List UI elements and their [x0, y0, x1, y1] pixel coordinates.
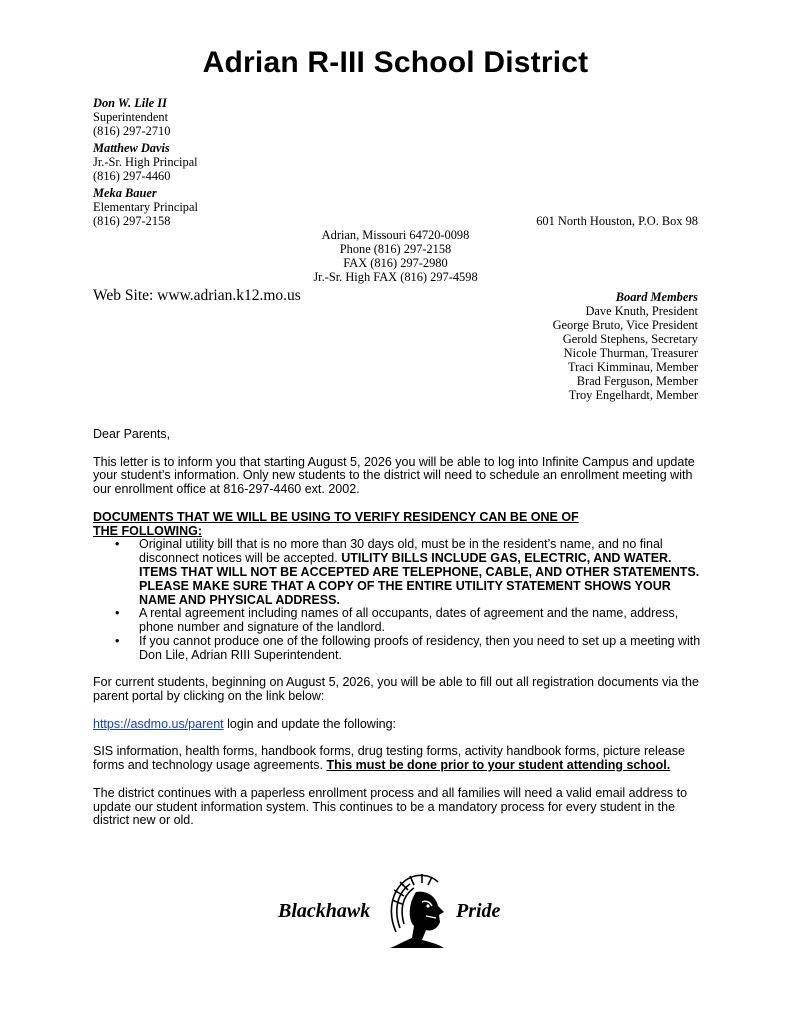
bullet-icon: • — [115, 633, 120, 648]
sis-text: SIS information, health forms, handbook forms, drug testing forms, activity handbook forms, picture release forms and technology usage agreements. — [93, 744, 685, 773]
bullet-text: Original utility bill that is no more than 30 days old, must be in the resident’s name, and no final disconnect notices will be accepted. — [139, 537, 663, 566]
staff-phone: (816) 297-2710 — [93, 124, 171, 138]
list-item — [93, 538, 703, 607]
current-students-paragraph: For current students, beginning on August 5, 2026, you will be able to fill out all registration documents via the parent portal by clicking on the link below: — [93, 675, 699, 704]
bullet-icon: • — [115, 537, 120, 552]
staff-phone: (816) 297-4460 — [93, 169, 171, 183]
board-member: Brad Ferguson, Member — [576, 374, 698, 388]
street-address: 601 North Houston, P.O. Box 98 — [536, 214, 698, 228]
board-member: Dave Knuth, President — [585, 304, 698, 318]
staff-role: Superintendent — [93, 110, 169, 124]
website-line: Web Site: www.adrian.k12.mo.us — [93, 287, 301, 304]
board-member: George Bruto, Vice President — [552, 318, 698, 332]
sis-emphasis: This must be done prior to your student attending school. — [326, 758, 671, 773]
board-member: Troy Engelhardt, Member — [568, 388, 698, 402]
list-item — [93, 635, 703, 663]
staff-high-principal — [93, 141, 353, 183]
phone-line: Phone (816) 297-2158 — [339, 242, 452, 256]
parent-portal-link[interactable]: https://asdmo.us/parent — [93, 716, 224, 731]
staff-role: Elementary Principal — [93, 200, 198, 214]
bullet-text: If you cannot produce one of the following proofs of residency, then you need to set up a meeting with Don Lile, Adrian RIII Superintendent. — [139, 633, 701, 662]
staff-role: Jr.-Sr. High Principal — [93, 155, 198, 169]
board-heading: Board Members — [615, 290, 698, 304]
sis-paragraph — [93, 745, 703, 773]
contact-block — [0, 228, 791, 284]
closing-paragraph: The district continues with a paperless enrollment process and all families will need a valid email address to update our student information system. This continues to be a mandatory process for every student in the district new or old. — [93, 785, 688, 828]
bullet-emphasis: UTILITY BILLS INCLUDE GAS, ELECTRIC, AND WATER. ITEMS THAT WILL NOT BE ACCEPTED ARE TELEPHONE, CABLE, AND OTHER STATEMENTS. PLEASE MAKE SURE THAT A COPY OF THE ENTIRE UTILITY STATEMENT SHOWS YOUR NAME AND PHYSICAL ADDRESS. — [139, 551, 700, 607]
intro-paragraph: This letter is to inform you that starting August 5, 2026 you will be able to log into Infinite Campus and update your student’s information. Only new students to the district will need to schedule an enrollment meeting with our enrollment office at 816-297-4460 ext. 2002. — [93, 454, 695, 497]
staff-phone: (816) 297-2158 — [93, 214, 171, 228]
city-line: Adrian, Missouri 64720-0098 — [321, 228, 470, 242]
staff-name: Don W. Lile II — [93, 96, 167, 110]
board-member: Gerold Stephens, Secretary — [562, 332, 698, 346]
portal-line-text: login and update the following: — [223, 716, 396, 731]
staff-name: Meka Bauer — [93, 186, 157, 200]
documents-heading: DOCUMENTS THAT WE WILL BE USING TO VERIFY RESIDENCY CAN BE ONE OF THE FOLLOWING: — [93, 509, 579, 538]
board-members — [553, 290, 698, 402]
logo-left-word: Blackhawk — [278, 900, 371, 922]
letter-body — [93, 428, 703, 828]
salutation: Dear Parents, — [93, 427, 171, 441]
district-title: Adrian R-III School District — [202, 46, 589, 79]
board-member: Nicole Thurman, Treasurer — [563, 346, 698, 360]
staff-name: Matthew Davis — [93, 141, 170, 155]
portal-line — [93, 718, 703, 732]
blackhawk-pride-logo — [278, 870, 518, 950]
bullet-text: A rental agreement including names of all occupants, dates of agreement and the name, address, phone number and signature of the landlord. — [139, 606, 679, 635]
staff-superintendent — [93, 96, 353, 138]
residency-list — [93, 538, 703, 662]
staff-list — [93, 96, 353, 231]
staff-elementary-principal — [93, 186, 353, 228]
bullet-icon: • — [115, 606, 120, 621]
list-item — [93, 607, 703, 635]
board-member: Traci Kimminau, Member — [568, 360, 698, 374]
chief-headdress-icon — [382, 870, 452, 950]
fax-line: FAX (816) 297-2980 — [343, 256, 448, 270]
high-fax-line: Jr.-Sr. High FAX (816) 297-4598 — [313, 270, 478, 284]
logo-right-word: Pride — [456, 900, 501, 922]
